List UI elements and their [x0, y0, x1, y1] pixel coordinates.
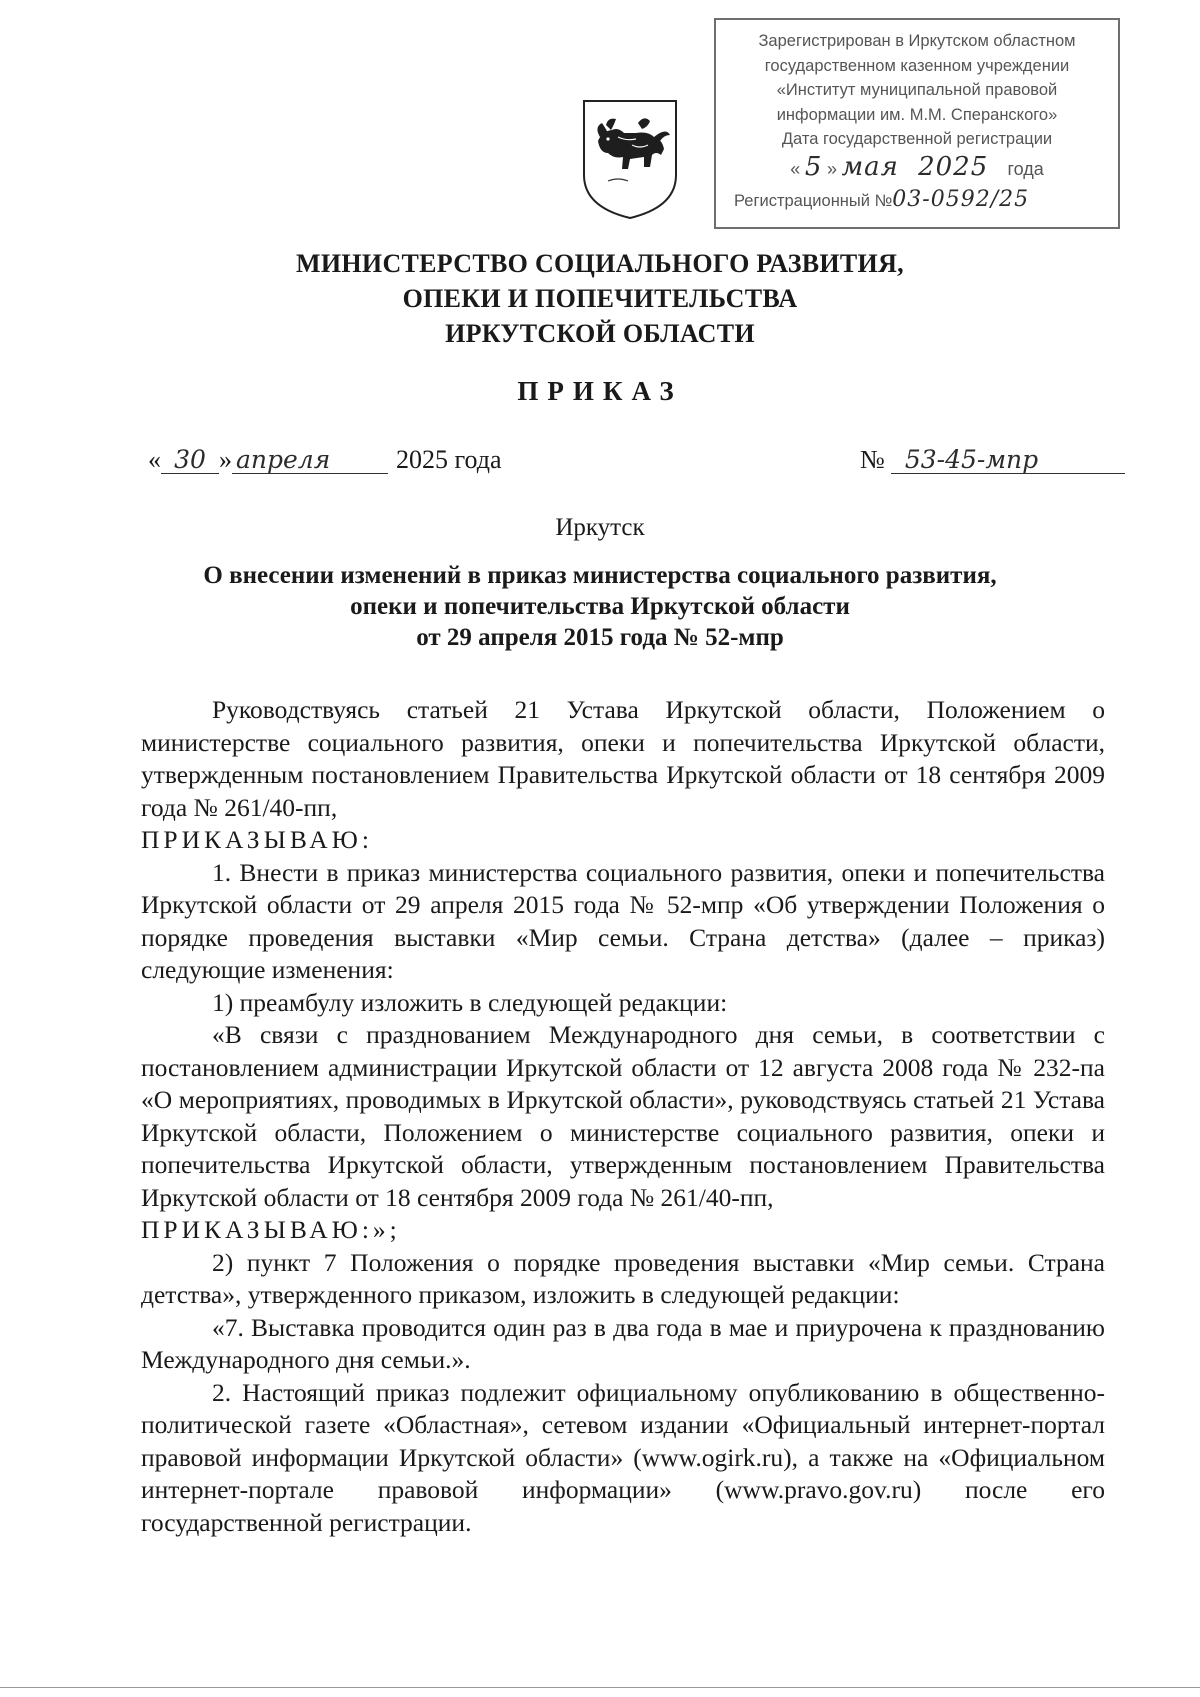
city-name: Иркутск	[555, 514, 645, 541]
date-open-quote: «	[148, 445, 161, 474]
stamp-close-quote: »	[827, 158, 838, 179]
paragraph-item-1: 1. Внести в приказ министерства социального развития, опеки и попечительства Иркутской области от 29 апреля 2015 года № 52-мпр «Об утверждении Положения о порядке проведения выставки «Мир семьи. Страна детства» (далее – приказ) следующие изменения:	[141, 857, 1105, 984]
stamp-line: Дата государственной регистрации	[781, 130, 1053, 148]
subject-line: от 29 апреля 2015 года № 52-мпр	[416, 624, 784, 651]
order-number	[860, 445, 1125, 475]
order-date	[148, 445, 502, 475]
ministry-name	[0, 246, 1200, 351]
paragraph-order-word-quoted: ПРИКАЗЫВАЮ:»;	[141, 1215, 401, 1244]
ministry-line: ИРКУТСКОЙ ОБЛАСТИ	[445, 319, 755, 348]
subject-line: О внесении изменений в приказ министерства социального развития,	[203, 562, 997, 589]
order-subject	[0, 560, 1200, 653]
stamp-reg-number: 03-0592/25	[892, 186, 1030, 212]
stamp-year: 2025	[918, 151, 989, 182]
stamp-line: Зарегистрирован в Иркутском областном	[758, 32, 1076, 50]
order-year: 2025 года	[396, 445, 502, 474]
stamp-line: информации им. М.М. Сперанского»	[776, 105, 1058, 124]
registration-stamp	[714, 18, 1120, 229]
order-day: 30	[174, 445, 206, 474]
coat-of-arms-icon	[578, 97, 682, 221]
stamp-reg-label: Регистрационный №	[734, 191, 893, 210]
paragraph-new-point-7: «7. Выставка проводится один раз в два года в мае и приурочена к празднованию Международного дня семьи.».	[141, 1312, 1105, 1374]
date-close-quote: »	[219, 445, 232, 474]
order-number-label: №	[860, 445, 885, 474]
paragraph-subitem-2: 2) пункт 7 Положения о порядке проведения выставки «Мир семьи. Страна детства», утвержденного приказом, изложить в следующей редакции:	[141, 1247, 1105, 1309]
stamp-month: мая	[841, 151, 899, 182]
paragraph-item-2: 2. Настоящий приказ подлежит официальному опубликованию в общественно-политической газете «Областная», сетевом издании «Официальный интернет-портал правовой информации Иркутской области» (www.ogirk.ru), а также на «Официальном интернет-портале правовой информации» (www.pravo.gov.ru) после его государственной регистрации.	[141, 1377, 1105, 1537]
order-month: апреля	[236, 445, 331, 474]
page-bottom-rule	[0, 1687, 1200, 1688]
document-type-title: ПРИКАЗ	[517, 376, 683, 406]
order-number-value: 53-45-мпр	[904, 445, 1039, 474]
ministry-line: ОПЕКИ И ПОПЕЧИТЕЛЬСТВА	[402, 284, 798, 313]
paragraph-new-preamble: «В связи с празднованием Международного дня семьи, в соответствии с постановлением администрации Иркутской области от 12 августа 2008 года № 232-па «О мероприятиях, проводимых в Иркутской области», руководствуясь статьей 21 Устава Иркутской области, Положением о министерстве социального развития, опеки и попечительства Иркутской области, утвержденным постановлением Правительства Иркутской области от 18 сентября 2009 года № 261/40-пп,	[141, 1020, 1105, 1212]
stamp-registration-date	[716, 150, 1118, 184]
stamp-day: 5	[804, 151, 823, 182]
stamp-open-quote: «	[790, 158, 801, 179]
stamp-line: «Институт муниципальной правовой	[776, 81, 1058, 99]
stamp-registration-number	[716, 188, 1118, 214]
paragraph-preamble: Руководствуясь статьей 21 Устава Иркутской области, Положением о министерстве социального развития, опеки и попечительства Иркутской области, утвержденным постановлением Правительства Иркутской области от 18 сентября 2009 года № 261/40-пп,	[141, 695, 1105, 822]
paragraph-order-word: ПРИКАЗЫВАЮ:	[141, 825, 373, 854]
paragraph-subitem-1: 1) преамбулу изложить в следующей редакции:	[212, 987, 728, 1017]
stamp-line: государственном казенном учреждении	[764, 56, 1070, 75]
subject-line: опеки и попечительства Иркутской области	[350, 593, 850, 620]
order-body	[141, 694, 1105, 1539]
stamp-year-suffix: года	[1007, 158, 1044, 179]
ministry-line: МИНИСТЕРСТВО СОЦИАЛЬНОГО РАЗВИТИЯ,	[296, 249, 904, 278]
